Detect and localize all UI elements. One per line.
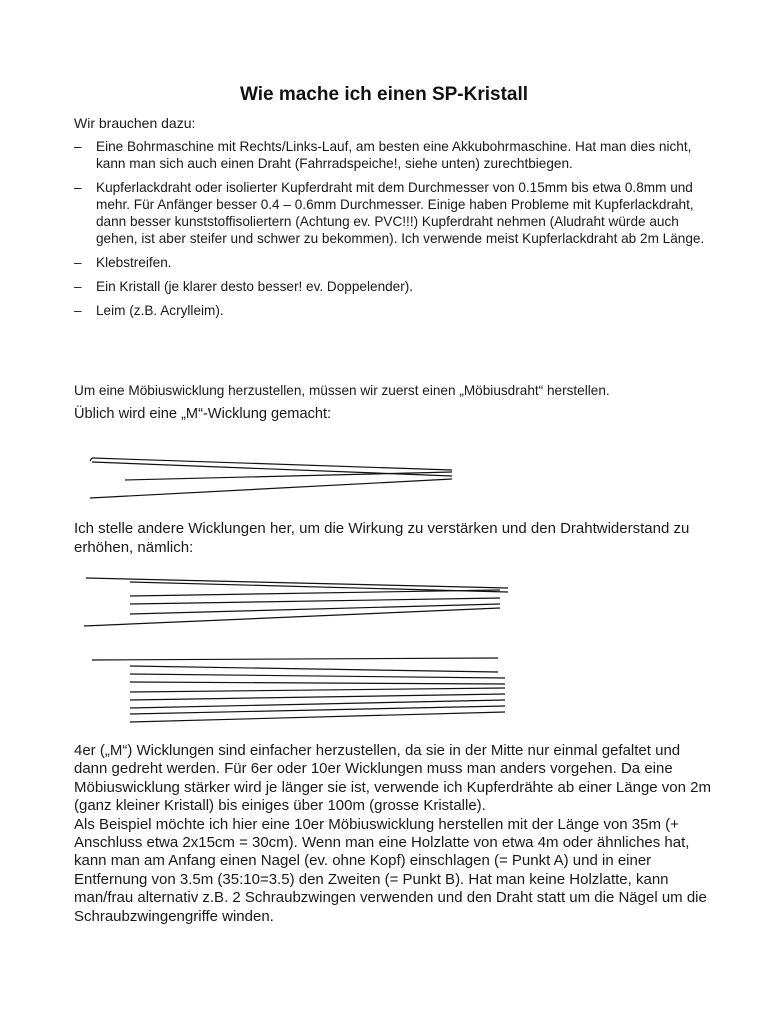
six-winding-sketch xyxy=(0,570,768,640)
document-title: Wie mache ich einen SP-Kristall xyxy=(239,84,529,105)
dash-bullet: – xyxy=(74,139,82,154)
materials-list xyxy=(74,138,714,326)
dash-bullet: – xyxy=(74,180,82,195)
intro-text: Wir brauchen dazu: xyxy=(74,115,196,131)
list-item xyxy=(74,179,714,247)
paragraph-winding-types: 4er („M“) Wicklungen sind einfacher herzustellen, da sie in der Mitte nur einmal gefaltet und dann gedreht werden. Für 6er oder 10er Wicklungen muss man anders vorgehen. Da eine Möbiuswicklung stärker wird je länger sie ist, verwende ich Kupferdrähte ab einer Länge von 2m (ganz kleiner Kristall) bis einiges über 100m (grosse Kristalle). xyxy=(74,742,711,815)
paragraph-moebius-intro: Um eine Möbiuswicklung herzustellen, müssen wir zuerst einen „Möbiusdraht“ herstellen. xyxy=(74,383,610,398)
list-item xyxy=(74,138,714,172)
dash-bullet: – xyxy=(74,279,82,294)
m-winding-sketch xyxy=(0,448,768,508)
list-item xyxy=(74,302,714,319)
list-item xyxy=(74,278,714,295)
list-item-text: Klebstreifen. xyxy=(96,255,172,270)
list-item-text: Leim (z.B. Acrylleim). xyxy=(96,303,224,318)
paragraph-instructions xyxy=(74,742,714,926)
paragraph-example: Als Beispiel möchte ich hier eine 10er Möbiuswicklung herstellen mit der Länge von 35m (+ Anschluss etwa 2x15cm = 30cm). Wenn man eine Holzlatte von etwa 4m oder ähnliches hat, kann man am Anfang einen Nagel (ev. ohne Kopf) einschlagen (= Punkt A) und in einer Entfernung von 3.5m (35:10=3.5) den Zweiten (= Punkt B). Hat man keine Holzlatte, kann man/frau alternativ z.B. 2 Schraubzwingen verwenden und den Draht statt um die Nägel um die Schraubzwingengriffe winden. xyxy=(74,815,707,925)
list-item xyxy=(74,254,714,271)
dash-bullet: – xyxy=(74,255,82,270)
dash-bullet: – xyxy=(74,303,82,318)
paragraph-other-windings: Ich stelle andere Wicklungen her, um die Wirkung zu verstärken und den Drahtwiderstand zu erhöhen, nämlich: xyxy=(74,520,690,556)
paragraph-m-winding: Üblich wird eine „M“-Wicklung gemacht: xyxy=(74,406,332,422)
list-item-text: Kupferlackdraht oder isolierter Kupferdraht mit dem Durchmesser von 0.15mm bis etwa 0.8mm und mehr. Für Anfänger besser 0.4 – 0.6mm Durchmesser. Einige haben Probleme mit Kupferlackdraht, dann besser kunststoffisoliertern (Achtung ev. PVC!!!) Kupferdraht nehmen (Aludraht würde auch gehen, ist aber steifer und schwer zu bekommen). Ich verwende meist Kupferlackdraht ab 2m Länge. xyxy=(96,180,705,246)
list-item-text: Eine Bohrmaschine mit Rechts/Links-Lauf, am besten eine Akkubohrmaschine. Hat man dies nicht, kann man sich auch einen Draht (Fahrradspeiche!, siehe unten) zurechtbiegen. xyxy=(96,139,692,171)
list-item-text: Ein Kristall (je klarer desto besser! ev. Doppelender). xyxy=(96,279,414,294)
ten-winding-sketch xyxy=(0,650,768,730)
